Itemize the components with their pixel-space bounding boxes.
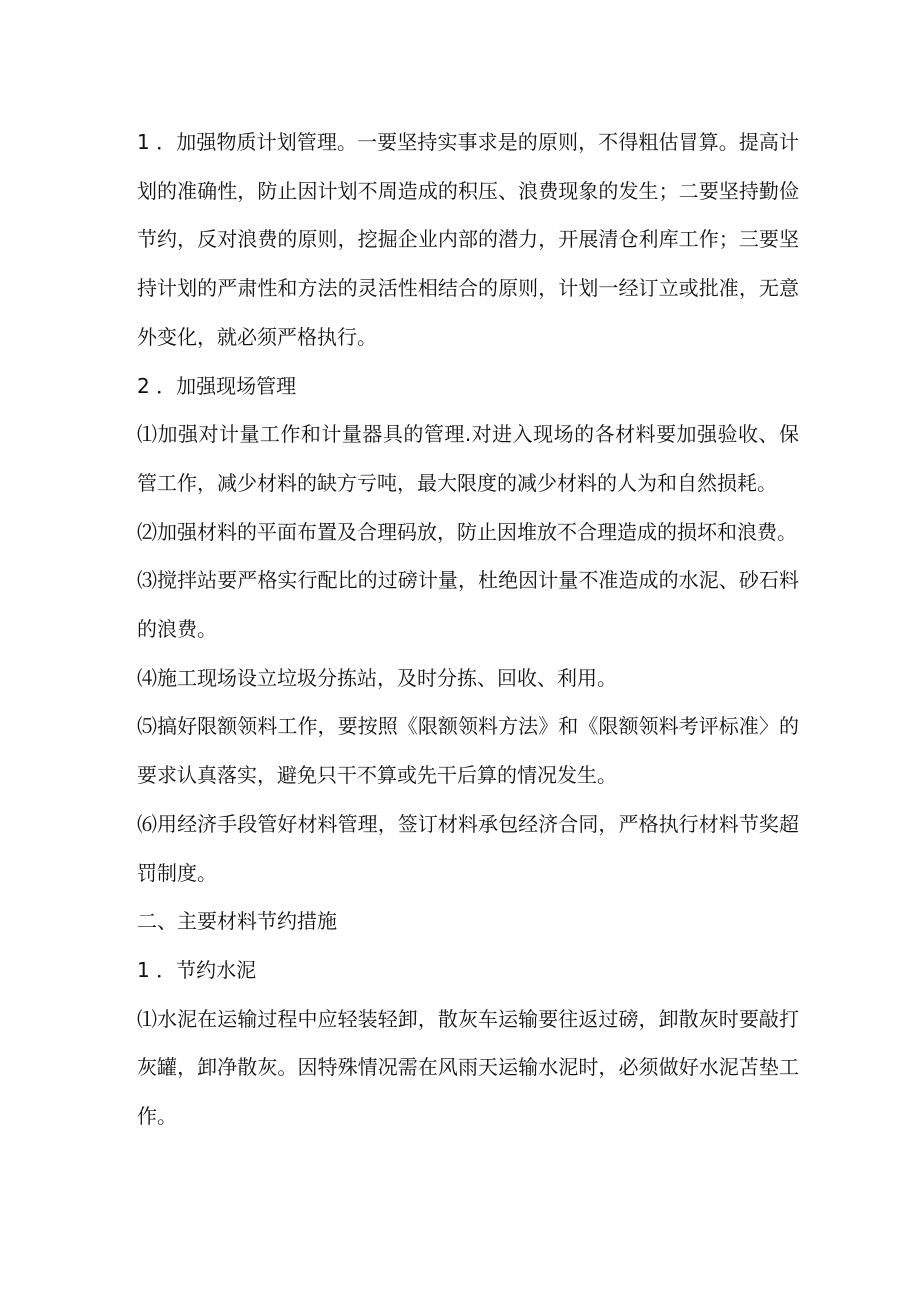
paragraph-cement-item-1: ⑴水泥在运输过程中应轻装轻卸，散灰车运输要往返过磅，卸散灰时要敲打灰罐，卸净散灰。因特殊情况需在风雨天运输水泥时，必须做好水泥苫垫工作。 (137, 1006, 799, 1129)
paragraph-item-4: ⑷施工现场设立垃圾分拣站，及时分拣、回收、利用。 (137, 665, 617, 690)
heading-site-management: 2 ．加强现场管理 (137, 373, 297, 398)
paragraph-item-1: ⑴加强对计量工作和计量器具的管理.对进入现场的各材料要加强验收、保管工作，减少材料的缺方亏吨，最大限度的减少材料的人为和自然损耗。 (137, 422, 799, 495)
paragraph-material-plan: 1 ．加强物质计划管理。一要坚持实事求是的原则，不得粗估冒算。提高计划的准确性，防止因计划不周造成的积压、浪费现象的发生；二要坚持勤俭节约，反对浪费的原则，挖掘企业内部的潜力，开展清仓利库工作；三要坚持计划的严肃性和方法的灵活性相结合的原则，计划一经订立或批准，无意外变化，就必须严格执行。 (137, 130, 799, 349)
paragraph-item-2: ⑵加强材料的平面布置及合理码放，防止因堆放不合理造成的损坏和浪费。 (137, 519, 797, 544)
heading-save-cement: 1 ．节约水泥 (137, 957, 257, 982)
paragraph-item-5: ⑸搞好限额领料工作，要按照《限额领料方法》和《限额领料考评标准〉的要求认真落实，避免只干不算或先干后算的情况发生。 (137, 714, 799, 788)
document-body (137, 118, 799, 1141)
heading-material-saving: 二、主要材料节约措施 (137, 909, 337, 934)
paragraph-item-6: ⑹用经济手段管好材料管理，签订材料承包经济合同，严格执行材料节奖超罚制度。 (137, 811, 799, 885)
paragraph-item-3: ⑶搅拌站要严格实行配比的过磅计量，杜绝因计量不准造成的水泥、砂石料的浪费。 (137, 568, 799, 642)
